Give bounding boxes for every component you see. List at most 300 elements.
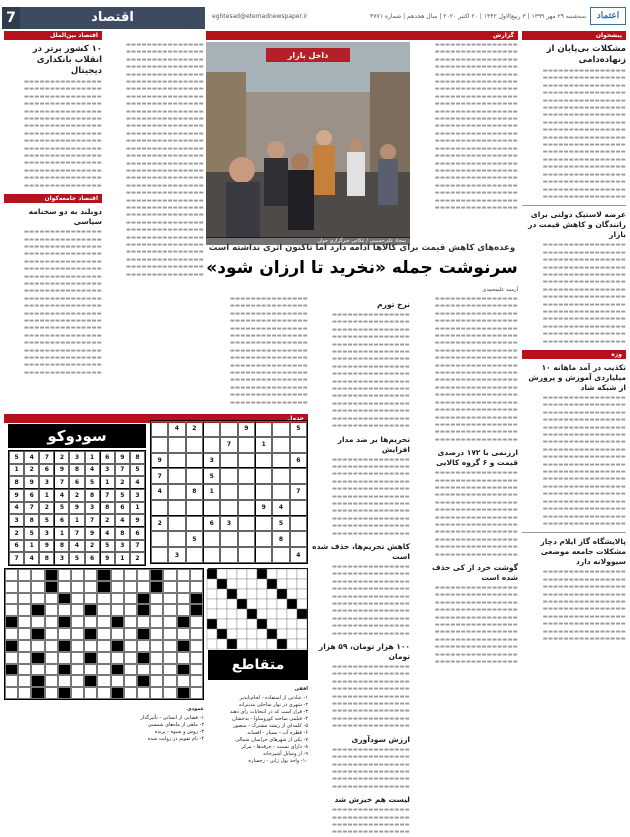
crossword-cell[interactable] bbox=[58, 604, 71, 616]
arrow-cell[interactable] bbox=[277, 569, 287, 579]
arrow-cell[interactable] bbox=[227, 629, 237, 639]
sudoku-cell: 2 bbox=[186, 421, 203, 437]
crossword-cell[interactable] bbox=[124, 652, 137, 664]
crossword-cell[interactable] bbox=[45, 664, 58, 676]
arrow-cell[interactable] bbox=[287, 609, 297, 619]
sudoku-cell[interactable] bbox=[151, 500, 168, 516]
sudoku-cell[interactable] bbox=[220, 468, 237, 484]
crossword-cell[interactable] bbox=[45, 593, 58, 605]
crossword-cell[interactable] bbox=[111, 604, 124, 616]
arrow-cell[interactable] bbox=[297, 599, 307, 609]
sudoku-puzzle-grid[interactable] bbox=[150, 420, 308, 564]
crossword-cell[interactable] bbox=[31, 569, 44, 581]
crossword-cell[interactable] bbox=[190, 569, 203, 581]
sudoku-cell: 4 bbox=[85, 464, 100, 477]
sudoku-cell[interactable] bbox=[168, 468, 185, 484]
sudoku-cell[interactable] bbox=[290, 531, 307, 547]
crossword-cell[interactable] bbox=[84, 593, 97, 605]
arrow-cell[interactable] bbox=[257, 629, 267, 639]
sudoku-cell[interactable] bbox=[272, 484, 289, 500]
crossword-cell[interactable] bbox=[111, 569, 124, 581]
crossword-cell[interactable] bbox=[58, 675, 71, 687]
crossword-block bbox=[190, 604, 203, 616]
sudoku-cell[interactable] bbox=[220, 421, 237, 437]
arrow-cell[interactable] bbox=[247, 569, 257, 579]
crossword-cell[interactable] bbox=[97, 628, 110, 640]
crossword-cell[interactable] bbox=[18, 616, 31, 628]
crossword-cell[interactable] bbox=[111, 652, 124, 664]
sudoku-cell[interactable] bbox=[151, 547, 168, 563]
sudoku-cell: 7 bbox=[100, 489, 115, 502]
arrow-cell[interactable] bbox=[287, 639, 297, 649]
clue: ۶- قطره آب - بسیار - افسانه bbox=[247, 730, 308, 736]
sudoku-cell[interactable] bbox=[255, 468, 272, 484]
sudoku-cell[interactable] bbox=[186, 500, 203, 516]
crossword-block bbox=[58, 593, 71, 605]
crossword-cell[interactable] bbox=[18, 687, 31, 699]
crossword-block bbox=[137, 593, 150, 605]
crossword-cell[interactable] bbox=[177, 593, 190, 605]
section-email[interactable]: eghtesad@etemadnewspaper.ir bbox=[212, 13, 308, 20]
sudoku-cell[interactable] bbox=[272, 468, 289, 484]
arrow-cell[interactable] bbox=[267, 619, 277, 629]
crossword-cell[interactable] bbox=[163, 675, 176, 687]
crossword-cell[interactable] bbox=[5, 675, 18, 687]
sudoku-cell: 9 bbox=[100, 552, 115, 565]
story-body-placeholder: ▬▬▬▬▬▬▬▬▬▬▬▬▬▬▬ ▬▬▬▬▬▬▬▬▬▬▬▬▬▬▬ ▬▬▬▬▬▬▬▬▬▬▬▬▬▬▬ ▬▬▬▬▬▬▬▬▬▬▬▬▬▬▬ ▬▬▬▬▬▬▬▬▬▬▬▬▬▬▬ ▬▬▬▬▬▬▬▬▬▬▬▬▬▬▬ ▬▬▬▬▬▬▬▬▬▬▬▬▬▬▬ ▬▬▬▬▬▬▬▬▬▬▬▬▬▬▬ ▬▬▬▬▬▬▬▬▬▬▬▬▬▬▬ ▬▬▬▬▬▬▬▬▬▬▬▬▬▬▬ ▬▬▬▬▬▬▬▬▬▬▬▬▬▬▬ ▬▬▬▬▬▬▬▬▬▬▬▬▬▬▬ ▬▬▬▬▬▬▬▬▬▬▬▬▬▬▬ ▬▬▬▬▬▬▬▬▬▬▬▬▬▬▬ ▬▬▬▬▬▬▬▬▬▬▬▬▬▬▬ ▬▬▬▬▬▬▬▬▬▬▬▬▬▬▬ ▬▬▬▬▬▬▬▬▬▬▬▬▬▬▬ ▬▬▬▬▬▬▬▬▬▬▬▬▬▬▬ ▬▬▬▬▬▬▬▬▬▬▬▬▬▬▬ ▬▬▬▬▬▬▬▬▬▬▬▬▬▬▬ bbox=[23, 229, 102, 376]
arrow-cell[interactable] bbox=[267, 569, 277, 579]
crossword-cell[interactable] bbox=[45, 652, 58, 664]
crossword-cell[interactable] bbox=[163, 687, 176, 699]
sudoku-cell[interactable] bbox=[255, 453, 272, 469]
crossword-cell[interactable] bbox=[18, 664, 31, 676]
crossword-cell[interactable] bbox=[71, 652, 84, 664]
crossword-cell[interactable] bbox=[111, 581, 124, 593]
arrow-cell[interactable] bbox=[297, 579, 307, 589]
section-tag: اقتصاد جامعه‌کوان bbox=[4, 194, 102, 203]
sudoku-cell[interactable] bbox=[220, 453, 237, 469]
crossword-cell[interactable] bbox=[137, 687, 150, 699]
crossword-cell[interactable] bbox=[150, 628, 163, 640]
crossword-cell[interactable] bbox=[18, 604, 31, 616]
crossword-cell[interactable] bbox=[124, 664, 137, 676]
crossword-cell[interactable] bbox=[150, 640, 163, 652]
sudoku-cell: 4 bbox=[24, 552, 39, 565]
arrow-cell[interactable] bbox=[207, 639, 217, 649]
crossword-cell[interactable] bbox=[111, 675, 124, 687]
arrow-cell[interactable] bbox=[217, 599, 227, 609]
arrow-cell[interactable] bbox=[217, 569, 227, 579]
crossword-block bbox=[84, 675, 97, 687]
crossword-cell[interactable] bbox=[190, 581, 203, 593]
sudoku-cell[interactable] bbox=[203, 531, 220, 547]
crossword-cell[interactable] bbox=[137, 569, 150, 581]
sudoku-cell[interactable] bbox=[186, 547, 203, 563]
crossword-cell[interactable] bbox=[177, 628, 190, 640]
arrow-block bbox=[227, 589, 237, 599]
crossword-cell[interactable] bbox=[137, 616, 150, 628]
sudoku-cell[interactable] bbox=[203, 547, 220, 563]
arrow-cell[interactable] bbox=[257, 589, 267, 599]
arrow-cell[interactable] bbox=[267, 639, 277, 649]
crossword-cell[interactable] bbox=[97, 640, 110, 652]
crossword-cell[interactable] bbox=[18, 569, 31, 581]
crossword-cell[interactable] bbox=[163, 593, 176, 605]
crossword-cell[interactable] bbox=[190, 664, 203, 676]
arrow-cell[interactable] bbox=[237, 619, 247, 629]
sudoku-cell[interactable] bbox=[186, 437, 203, 453]
sudoku-cell[interactable] bbox=[168, 437, 185, 453]
report-intro-column bbox=[414, 42, 518, 238]
report-subheading: ارز‌نمی با ۱۷۲ درصدی قیمت و ۶ گروه کالایی bbox=[436, 448, 518, 468]
crossword-cell[interactable] bbox=[163, 604, 176, 616]
arrow-block bbox=[217, 629, 227, 639]
sudoku-cell: 7 bbox=[130, 540, 145, 553]
crossword-cell[interactable] bbox=[5, 652, 18, 664]
crossword-cell[interactable] bbox=[18, 593, 31, 605]
arrow-cell[interactable] bbox=[237, 579, 247, 589]
crossword-cell[interactable] bbox=[177, 652, 190, 664]
arrow-cell[interactable] bbox=[247, 639, 257, 649]
sudoku-cell[interactable] bbox=[220, 531, 237, 547]
sudoku-cell: 9 bbox=[151, 453, 168, 469]
crossword-cell[interactable] bbox=[163, 652, 176, 664]
sudoku-cell[interactable] bbox=[255, 421, 272, 437]
sudoku-cell[interactable] bbox=[151, 437, 168, 453]
arrow-cell[interactable] bbox=[287, 619, 297, 629]
sudoku-cell: 8 bbox=[69, 464, 84, 477]
crossword-cell[interactable] bbox=[124, 675, 137, 687]
arrow-cell[interactable] bbox=[297, 569, 307, 579]
sudoku-cell[interactable] bbox=[290, 500, 307, 516]
crossword-cell[interactable] bbox=[58, 628, 71, 640]
crossword-cell[interactable] bbox=[97, 616, 110, 628]
arrow-cell[interactable] bbox=[207, 599, 217, 609]
story-body-placeholder: ▬▬▬▬▬▬▬▬▬▬▬▬▬▬▬▬ ▬▬▬▬▬▬▬▬▬▬▬▬▬▬▬▬ ▬▬▬▬▬▬▬▬▬▬▬▬▬▬▬▬ ▬▬▬▬▬▬▬▬▬▬▬▬▬▬▬▬ ▬▬▬▬▬▬▬▬▬▬▬▬▬▬▬▬ ▬▬▬▬▬▬▬▬▬▬▬▬▬▬▬▬ ▬▬▬▬▬▬▬▬▬▬▬▬▬▬▬▬ ▬▬▬▬▬▬▬▬▬▬▬▬▬▬▬▬ ▬▬▬▬▬▬▬▬▬▬▬▬▬▬▬▬ ▬▬▬▬▬▬▬▬▬▬▬▬▬▬▬▬ ▬▬▬▬▬▬▬▬▬▬▬▬▬▬▬▬ ▬▬▬▬▬▬▬▬▬▬▬▬▬▬▬▬ ▬▬▬▬▬▬▬▬▬▬▬▬▬▬▬▬ ▬▬▬▬▬▬▬▬▬▬▬▬▬▬▬▬ ▬▬▬▬▬▬▬▬▬▬▬▬▬▬▬▬ ▬▬▬▬▬▬▬▬▬▬▬▬▬▬▬▬ ▬▬▬▬▬▬▬▬▬▬▬▬▬▬▬▬ ▬▬▬▬▬▬▬▬▬▬▬▬▬▬▬▬ ▬▬▬▬▬▬▬▬▬▬▬▬▬▬▬▬ ▬▬▬▬▬▬▬▬▬▬▬▬▬▬▬▬ bbox=[434, 296, 518, 443]
arrow-cell[interactable] bbox=[247, 579, 257, 589]
arrow-cell[interactable] bbox=[287, 589, 297, 599]
crossword-cell[interactable] bbox=[71, 593, 84, 605]
crossword-cell[interactable] bbox=[58, 581, 71, 593]
sudoku-cell: 1 bbox=[24, 540, 39, 553]
crossword-cell[interactable] bbox=[71, 664, 84, 676]
crossword-cell[interactable] bbox=[124, 581, 137, 593]
crossword-cell[interactable] bbox=[190, 675, 203, 687]
arrow-cell[interactable] bbox=[227, 569, 237, 579]
crossword-cell[interactable] bbox=[190, 628, 203, 640]
crossword-cell[interactable] bbox=[124, 569, 137, 581]
crossword-cell[interactable] bbox=[190, 616, 203, 628]
sudoku-cell[interactable] bbox=[168, 531, 185, 547]
clue: ۷- یکی از شهرهای خراسان شمالی bbox=[235, 737, 308, 743]
crossword-cell[interactable] bbox=[124, 593, 137, 605]
sudoku-cell[interactable] bbox=[238, 547, 255, 563]
arrow-cell[interactable] bbox=[227, 619, 237, 629]
crossword-cell[interactable] bbox=[150, 664, 163, 676]
sudoku-cell[interactable] bbox=[220, 500, 237, 516]
crossword-cell[interactable] bbox=[190, 652, 203, 664]
crossword-cell[interactable] bbox=[71, 640, 84, 652]
crossword-cell[interactable] bbox=[45, 616, 58, 628]
arrow-cell[interactable] bbox=[257, 599, 267, 609]
crossword-cell[interactable] bbox=[84, 616, 97, 628]
sudoku-cell: 4 bbox=[168, 421, 185, 437]
sudoku-cell[interactable] bbox=[290, 516, 307, 532]
arrow-cell[interactable] bbox=[247, 589, 257, 599]
sudoku-cell[interactable] bbox=[168, 516, 185, 532]
crossword-cell[interactable] bbox=[5, 581, 18, 593]
crossword-cell[interactable] bbox=[150, 687, 163, 699]
sudoku-cell: 1 bbox=[255, 437, 272, 453]
crossword-cell[interactable] bbox=[84, 640, 97, 652]
sudoku-cell: 1 bbox=[85, 451, 100, 464]
arrow-cell[interactable] bbox=[227, 609, 237, 619]
arrow-cell[interactable] bbox=[287, 579, 297, 589]
sudoku-cell[interactable] bbox=[272, 421, 289, 437]
story-body-placeholder: ▬▬▬▬▬▬▬▬▬▬▬▬▬▬▬▬ ▬▬▬▬▬▬▬▬▬▬▬▬▬▬▬▬ ▬▬▬▬▬▬▬▬▬▬▬▬▬▬▬▬ ▬▬▬▬▬▬▬▬▬▬▬▬▬▬▬▬ ▬▬▬▬▬▬▬▬▬▬▬▬▬▬▬▬ ▬▬▬▬▬▬▬▬▬▬▬▬▬▬▬▬ ▬▬▬▬▬▬▬▬▬▬▬▬▬▬▬▬ ▬▬▬▬▬▬▬▬▬▬▬▬▬▬▬▬ ▬▬▬▬▬▬▬▬▬▬▬▬▬▬▬▬ ▬▬▬▬▬▬▬▬▬▬▬▬▬▬▬▬ ▬▬▬▬▬▬▬▬▬▬▬▬▬▬▬▬ ▬▬▬▬▬▬▬▬▬▬▬▬▬▬▬▬ ▬▬▬▬▬▬▬▬▬▬▬▬▬▬▬▬ ▬▬▬▬▬▬▬▬▬▬▬▬▬▬▬▬ bbox=[542, 242, 626, 345]
sudoku-cell[interactable] bbox=[151, 531, 168, 547]
sudoku-cell: 5 bbox=[272, 516, 289, 532]
crossword-cell[interactable] bbox=[177, 675, 190, 687]
crossword-cell[interactable] bbox=[150, 652, 163, 664]
newspaper-logo: اعتماد bbox=[590, 7, 626, 25]
crossword-cell[interactable] bbox=[163, 569, 176, 581]
story-body-placeholder: ▬▬▬▬▬▬▬▬▬▬▬▬▬▬▬ ▬▬▬▬▬▬▬▬▬▬▬▬▬▬▬ ▬▬▬▬▬▬▬▬▬▬▬▬▬▬▬ ▬▬▬▬▬▬▬▬▬▬▬▬▬▬▬ ▬▬▬▬▬▬▬▬▬▬▬▬▬▬▬ ▬▬▬▬▬▬▬▬▬▬▬▬▬▬▬ bbox=[331, 746, 410, 790]
crossword-cell[interactable] bbox=[31, 581, 44, 593]
crossword-cell[interactable] bbox=[97, 687, 110, 699]
report-headline: سرنوشت جمله «نخرید تا ارزان شود» bbox=[206, 258, 518, 278]
sudoku-cell[interactable] bbox=[186, 516, 203, 532]
page-number: 7 bbox=[2, 7, 20, 29]
crossword-cell[interactable] bbox=[124, 687, 137, 699]
arrow-cell[interactable] bbox=[237, 629, 247, 639]
report-subheading: ۱۰۰ هزار تومان، ۵۹ هزار تومان bbox=[318, 642, 410, 662]
crossword-cell[interactable] bbox=[18, 628, 31, 640]
crossword-cell[interactable] bbox=[97, 675, 110, 687]
sudoku-cell: 7 bbox=[290, 484, 307, 500]
sudoku-cell[interactable] bbox=[168, 500, 185, 516]
sudoku-cell[interactable] bbox=[272, 453, 289, 469]
sudoku-cell: 3 bbox=[168, 547, 185, 563]
sudoku-cell[interactable] bbox=[238, 468, 255, 484]
crossword-cell[interactable] bbox=[31, 593, 44, 605]
sudoku-cell[interactable] bbox=[203, 421, 220, 437]
sudoku-cell[interactable] bbox=[290, 468, 307, 484]
sudoku-cell: 7 bbox=[9, 552, 24, 565]
sudoku-cell[interactable] bbox=[220, 547, 237, 563]
crossword-cell[interactable] bbox=[177, 581, 190, 593]
sudoku-cell[interactable] bbox=[272, 547, 289, 563]
crossword-cell[interactable] bbox=[150, 616, 163, 628]
arrow-cell[interactable] bbox=[257, 639, 267, 649]
sudoku-cell[interactable] bbox=[238, 453, 255, 469]
sudoku-cell[interactable] bbox=[272, 437, 289, 453]
sudoku-cell[interactable] bbox=[168, 484, 185, 500]
arrow-cell[interactable] bbox=[287, 569, 297, 579]
crossword-cell[interactable] bbox=[71, 675, 84, 687]
sudoku-cell[interactable] bbox=[238, 484, 255, 500]
arrow-cell[interactable] bbox=[247, 629, 257, 639]
sudoku-cell[interactable] bbox=[255, 516, 272, 532]
arrow-block bbox=[237, 599, 247, 609]
sudoku-cell[interactable] bbox=[238, 437, 255, 453]
arrow-cell[interactable] bbox=[237, 639, 247, 649]
crossword-cell[interactable] bbox=[163, 581, 176, 593]
sudoku-cell: 3 bbox=[54, 552, 69, 565]
crossword-cell[interactable] bbox=[31, 664, 44, 676]
crossword-cell[interactable] bbox=[84, 581, 97, 593]
clue: ۱- عبادتی از استفاده - لجام‌ناپذیر bbox=[239, 695, 308, 701]
crossword-cell[interactable] bbox=[124, 628, 137, 640]
crossword-cell[interactable] bbox=[124, 640, 137, 652]
sudoku-cell: 8 bbox=[24, 514, 39, 527]
arrow-cell[interactable] bbox=[207, 589, 217, 599]
crossword-cell[interactable] bbox=[163, 664, 176, 676]
arrow-cell[interactable] bbox=[267, 609, 277, 619]
arrow-block bbox=[267, 579, 277, 589]
sudoku-cell[interactable] bbox=[203, 500, 220, 516]
sudoku-cell: 6 bbox=[85, 552, 100, 565]
arrow-cell[interactable] bbox=[217, 589, 227, 599]
crossword-cell[interactable] bbox=[18, 652, 31, 664]
arrow-cell[interactable] bbox=[257, 579, 267, 589]
arrow-block bbox=[247, 609, 257, 619]
arrow-cell[interactable] bbox=[277, 619, 287, 629]
crossword-cell[interactable] bbox=[150, 604, 163, 616]
crossword-cell[interactable] bbox=[150, 593, 163, 605]
crossword-cell[interactable] bbox=[190, 640, 203, 652]
arrow-cell[interactable] bbox=[217, 639, 227, 649]
crossword-cell[interactable] bbox=[84, 687, 97, 699]
crossword-cell[interactable] bbox=[5, 687, 18, 699]
crossword-cell[interactable] bbox=[71, 604, 84, 616]
crossword-cell[interactable] bbox=[71, 569, 84, 581]
crossword-cell[interactable] bbox=[97, 664, 110, 676]
crossword-cell[interactable] bbox=[150, 675, 163, 687]
crossword-cell[interactable] bbox=[45, 604, 58, 616]
arrow-cell[interactable] bbox=[257, 609, 267, 619]
report-subheading: لیست هم خیزش شد bbox=[334, 795, 410, 805]
arrow-cell[interactable] bbox=[237, 589, 247, 599]
crossword-cell[interactable] bbox=[84, 569, 97, 581]
arrow-cell[interactable] bbox=[227, 599, 237, 609]
crossword-cell[interactable] bbox=[71, 687, 84, 699]
arrow-cell[interactable] bbox=[247, 599, 257, 609]
crossword-cell[interactable] bbox=[18, 581, 31, 593]
crossword-cell[interactable] bbox=[18, 640, 31, 652]
arrow-cell[interactable] bbox=[297, 639, 307, 649]
crossword-cell[interactable] bbox=[71, 581, 84, 593]
crossword-cell[interactable] bbox=[111, 593, 124, 605]
arrow-cell[interactable] bbox=[207, 609, 217, 619]
crossword-cell[interactable] bbox=[5, 593, 18, 605]
arrow-cell[interactable] bbox=[267, 599, 277, 609]
arrow-cell[interactable] bbox=[267, 589, 277, 599]
story-continuation-column: ▬▬▬▬▬▬▬▬▬▬▬▬▬▬▬ ▬▬▬▬▬▬▬▬▬▬▬▬▬▬▬ ▬▬▬▬▬▬▬▬▬▬▬▬▬▬▬ ▬▬▬▬▬▬▬▬▬▬▬▬▬▬▬ ▬▬▬▬▬▬▬▬▬▬▬▬▬▬▬ ▬▬▬▬▬▬▬▬▬▬▬▬▬▬▬ ▬▬▬▬▬▬▬▬▬▬▬▬▬▬▬ ▬▬▬▬▬▬▬▬▬▬▬▬▬▬▬ ▬▬▬▬▬▬▬▬▬▬▬▬▬▬▬ ▬▬▬▬▬▬▬▬▬▬▬▬▬▬▬ ▬▬▬▬▬▬▬▬▬▬▬▬▬▬▬ ▬▬▬▬▬▬▬▬▬▬▬▬▬▬▬ ▬▬▬▬▬▬▬▬▬▬▬▬▬▬▬ ▬▬▬▬▬▬▬▬▬▬▬▬▬▬▬ ▬▬▬▬▬▬▬▬▬▬▬▬▬▬▬ ▬▬▬▬▬▬▬▬▬▬▬▬▬▬▬ ▬▬▬▬▬▬▬▬▬▬▬▬▬▬▬ ▬▬▬▬▬▬▬▬▬▬▬▬▬▬▬ ▬▬▬▬▬▬▬▬▬▬▬▬▬▬▬ ▬▬▬▬▬▬▬▬▬▬▬▬▬▬▬ ▬▬▬▬▬▬▬▬▬▬▬▬▬▬▬ ▬▬▬▬▬▬▬▬▬▬▬▬▬▬▬ ▬▬▬▬▬▬▬▬▬▬▬▬▬▬▬ ▬▬▬▬▬▬▬▬▬▬▬▬▬▬▬ ▬▬▬▬▬▬▬▬▬▬▬▬▬▬▬ ▬▬▬▬▬▬▬▬▬▬▬▬▬▬▬ ▬▬▬▬▬▬▬▬▬▬▬▬▬▬▬ ▬▬▬▬▬▬▬▬▬▬▬▬▬▬▬ ▬▬▬▬▬▬▬▬▬▬▬▬▬▬▬ ▬▬▬▬▬▬▬▬▬▬▬▬▬▬▬ ▬▬▬▬▬▬▬▬▬▬▬▬▬▬▬ ▬▬▬▬▬▬▬▬▬▬▬▬▬▬▬ bbox=[125, 42, 204, 278]
arrow-cell[interactable] bbox=[297, 589, 307, 599]
arrow-cell[interactable] bbox=[247, 619, 257, 629]
arrow-cell[interactable] bbox=[237, 609, 247, 619]
crossword-cell[interactable] bbox=[137, 664, 150, 676]
arrow-cell[interactable] bbox=[277, 599, 287, 609]
crossword-cell[interactable] bbox=[84, 664, 97, 676]
crossword-cell[interactable] bbox=[177, 569, 190, 581]
arrow-cell[interactable] bbox=[237, 569, 247, 579]
crossword-cell[interactable] bbox=[5, 628, 18, 640]
sudoku-cell[interactable] bbox=[238, 516, 255, 532]
crossword-grid[interactable] bbox=[4, 568, 204, 700]
crossword-cell[interactable] bbox=[31, 616, 44, 628]
sudoku-cell[interactable] bbox=[186, 453, 203, 469]
arrow-cell[interactable] bbox=[277, 629, 287, 639]
crossword-cell[interactable] bbox=[5, 569, 18, 581]
crossword-cell[interactable] bbox=[18, 675, 31, 687]
crossword-cell[interactable] bbox=[97, 604, 110, 616]
sudoku-cell: 1 bbox=[203, 484, 220, 500]
arrow-cell[interactable] bbox=[277, 609, 287, 619]
sudoku-cell[interactable] bbox=[255, 547, 272, 563]
sudoku-cell[interactable] bbox=[151, 421, 168, 437]
arrow-cell[interactable] bbox=[207, 579, 217, 589]
crossword-cell[interactable] bbox=[124, 604, 137, 616]
arrow-cell[interactable] bbox=[207, 629, 217, 639]
sudoku-cell[interactable] bbox=[168, 453, 185, 469]
crossword-cell[interactable] bbox=[45, 628, 58, 640]
crossword-cell[interactable] bbox=[45, 640, 58, 652]
crossword-cell[interactable] bbox=[31, 640, 44, 652]
crossword-cell[interactable] bbox=[124, 616, 137, 628]
crossword-cell[interactable] bbox=[163, 628, 176, 640]
sudoku-cell: 3 bbox=[100, 464, 115, 477]
crossword-cell[interactable] bbox=[163, 640, 176, 652]
crossword-cell[interactable] bbox=[97, 652, 110, 664]
crossword-cell[interactable] bbox=[58, 569, 71, 581]
crossword-cell[interactable] bbox=[5, 604, 18, 616]
sudoku-cell[interactable] bbox=[238, 500, 255, 516]
arrow-cell[interactable] bbox=[217, 609, 227, 619]
sudoku-cell[interactable] bbox=[255, 484, 272, 500]
crossword-cell[interactable] bbox=[97, 593, 110, 605]
crossword-cell[interactable] bbox=[177, 604, 190, 616]
crossword-cell[interactable] bbox=[190, 687, 203, 699]
arrow-cell[interactable] bbox=[297, 619, 307, 629]
crossword-cell[interactable] bbox=[45, 687, 58, 699]
crossword-block bbox=[190, 593, 203, 605]
sudoku-cell[interactable] bbox=[255, 531, 272, 547]
crossword-cell[interactable] bbox=[137, 581, 150, 593]
crossword-cell[interactable] bbox=[58, 652, 71, 664]
sudoku-cell[interactable] bbox=[238, 531, 255, 547]
arrow-cell[interactable] bbox=[277, 579, 287, 589]
crossword-cell[interactable] bbox=[71, 628, 84, 640]
crossword-cell[interactable] bbox=[137, 640, 150, 652]
crossword-cell[interactable] bbox=[71, 616, 84, 628]
crossword-cell[interactable] bbox=[45, 675, 58, 687]
sudoku-cell: 4 bbox=[24, 451, 39, 464]
sudoku-cell[interactable] bbox=[220, 484, 237, 500]
sudoku-cell[interactable] bbox=[186, 468, 203, 484]
sudoku-cell: 1 bbox=[39, 489, 54, 502]
arrow-cell[interactable] bbox=[297, 629, 307, 639]
sudoku-cell[interactable] bbox=[290, 437, 307, 453]
crossword-cell[interactable] bbox=[111, 628, 124, 640]
arrow-cell[interactable] bbox=[287, 629, 297, 639]
crossword-cell[interactable] bbox=[163, 616, 176, 628]
arrow-cell[interactable] bbox=[217, 619, 227, 629]
section-tag: پیشخوان bbox=[522, 31, 626, 40]
sudoku-cell[interactable] bbox=[203, 437, 220, 453]
arrow-cell[interactable] bbox=[227, 579, 237, 589]
